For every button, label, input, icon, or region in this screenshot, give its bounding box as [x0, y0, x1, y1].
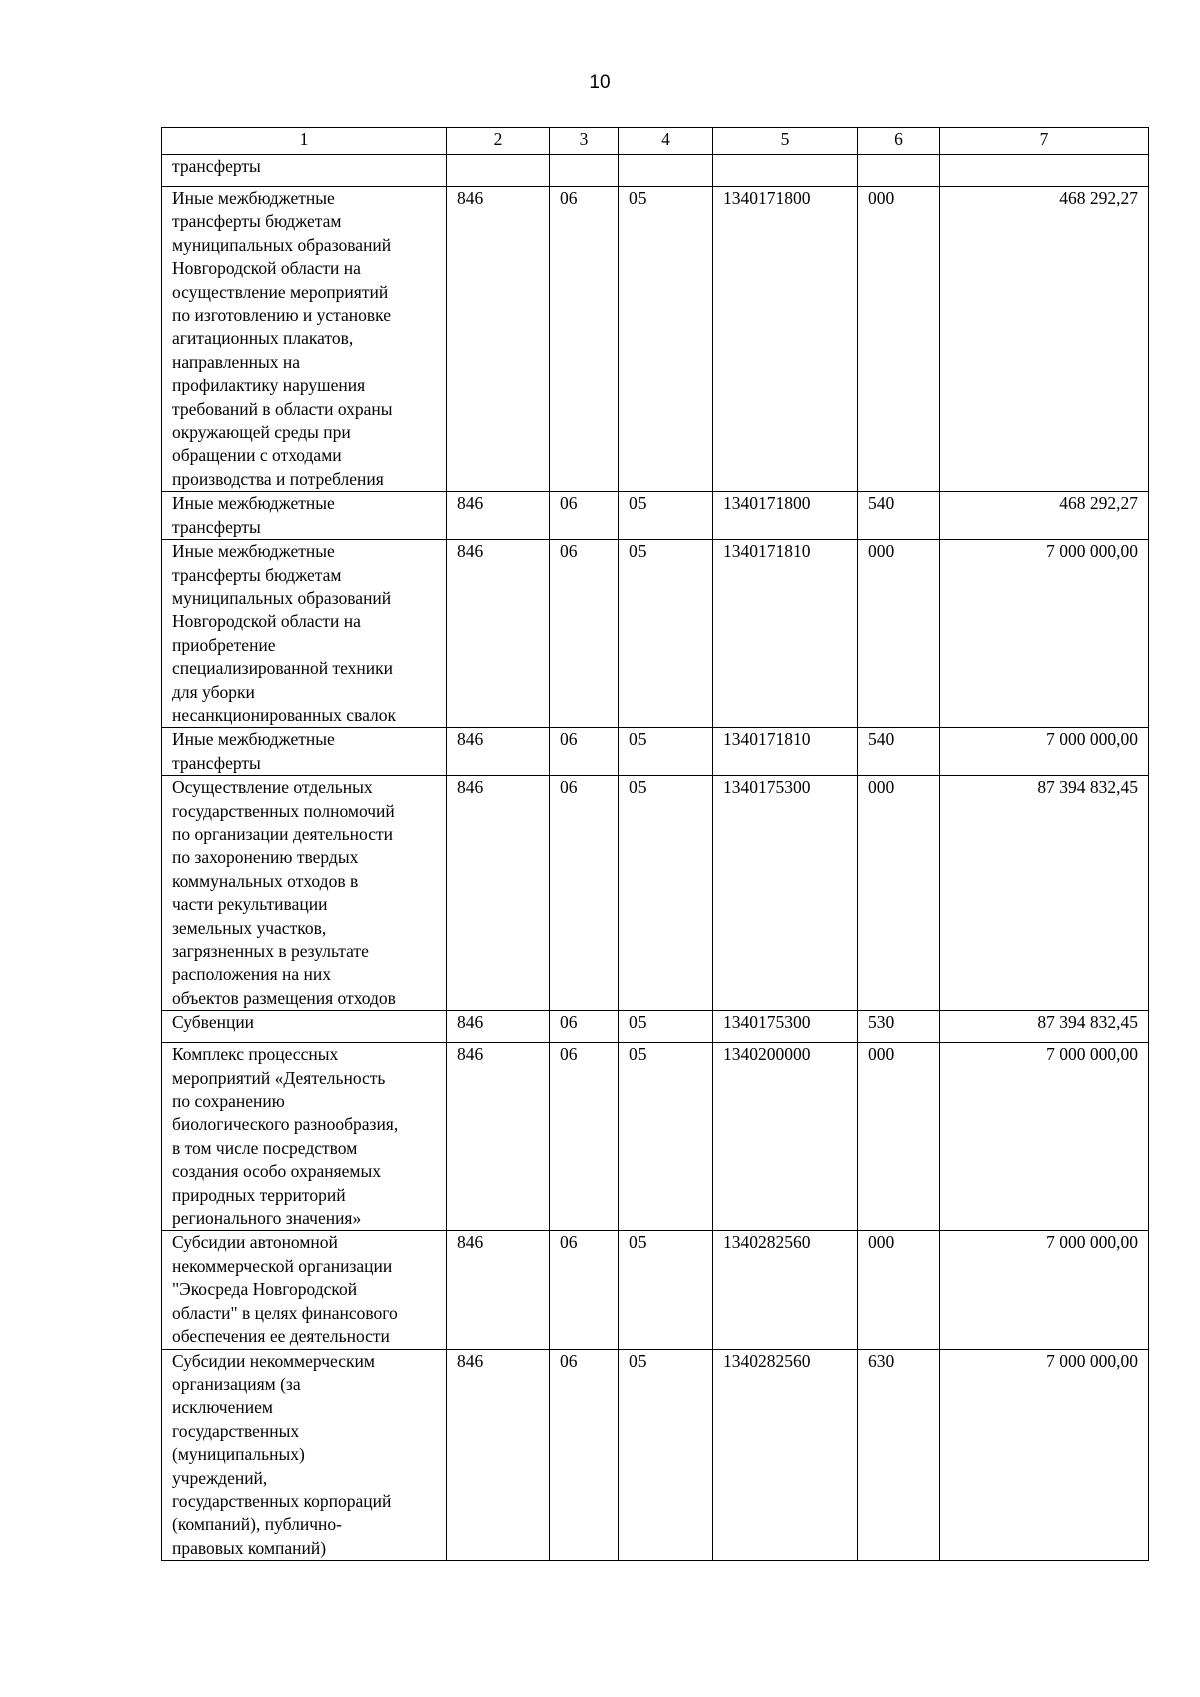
- budget-table: [161, 127, 1149, 1561]
- target-article-cell: 1340171800: [713, 187, 858, 492]
- column-header-2: 2: [447, 128, 550, 155]
- expense-type-cell: 000: [858, 776, 940, 1011]
- expense-type-cell: 540: [858, 492, 940, 540]
- row-name-cell: Осуществление отдельных государственных полномочий по организации деятельности по захоронению твердых коммунальных отходов в части рекультивации земельных участков, загрязненных в результате расположения на них объектов размещения отходов: [162, 776, 447, 1011]
- section-cell: 06: [550, 492, 619, 540]
- expense-type-cell: 530: [858, 1011, 940, 1043]
- target-article-cell: 1340175300: [713, 776, 858, 1011]
- amount-cell: 468 292,27: [940, 187, 1149, 492]
- table-row: [162, 1349, 1149, 1561]
- expense-type-cell: 000: [858, 1043, 940, 1231]
- subsection-cell: [619, 155, 713, 187]
- expense-type-cell: 000: [858, 187, 940, 492]
- admin-code-cell: 846: [447, 492, 550, 540]
- header-row: [162, 128, 1149, 155]
- table-row: [162, 187, 1149, 492]
- admin-code-cell: 846: [447, 776, 550, 1011]
- expense-type-cell: 000: [858, 540, 940, 728]
- admin-code-cell: 846: [447, 1349, 550, 1561]
- row-name-cell: Иные межбюджетные трансферты бюджетам муниципальных образований Новгородской области на приобретение специализированной техники для уборки несанкционированных свалок: [162, 540, 447, 728]
- column-header-6: 6: [858, 128, 940, 155]
- section-cell: 06: [550, 728, 619, 776]
- target-article-cell: 1340282560: [713, 1349, 858, 1561]
- column-header-5: 5: [713, 128, 858, 155]
- subsection-cell: 05: [619, 1043, 713, 1231]
- table-row: [162, 155, 1149, 187]
- target-article-cell: 1340171810: [713, 540, 858, 728]
- expense-type-cell: [858, 155, 940, 187]
- table-body: [162, 155, 1149, 1561]
- table-row: [162, 1231, 1149, 1349]
- subsection-cell: 05: [619, 728, 713, 776]
- table-row: [162, 1043, 1149, 1231]
- table-row: [162, 1011, 1149, 1043]
- amount-cell: 7 000 000,00: [940, 1349, 1149, 1561]
- section-cell: [550, 155, 619, 187]
- target-article-cell: 1340171810: [713, 728, 858, 776]
- row-name-cell: Комплекс процессных мероприятий «Деятельность по сохранению биологического разнообразия, в том числе посредством создания особо охраняемых природных территорий регионального значения»: [162, 1043, 447, 1231]
- column-header-4: 4: [619, 128, 713, 155]
- amount-cell: 468 292,27: [940, 492, 1149, 540]
- admin-code-cell: 846: [447, 1011, 550, 1043]
- table-header: [162, 128, 1149, 155]
- amount-cell: [940, 155, 1149, 187]
- admin-code-cell: [447, 155, 550, 187]
- column-header-7: 7: [940, 128, 1149, 155]
- target-article-cell: 1340282560: [713, 1231, 858, 1349]
- subsection-cell: 05: [619, 540, 713, 728]
- amount-cell: 87 394 832,45: [940, 776, 1149, 1011]
- row-name-cell: Иные межбюджетные трансферты: [162, 728, 447, 776]
- subsection-cell: 05: [619, 1349, 713, 1561]
- amount-cell: 7 000 000,00: [940, 1043, 1149, 1231]
- admin-code-cell: 846: [447, 728, 550, 776]
- admin-code-cell: 846: [447, 1043, 550, 1231]
- section-cell: 06: [550, 540, 619, 728]
- page-number: 10: [589, 72, 611, 93]
- section-cell: 06: [550, 776, 619, 1011]
- section-cell: 06: [550, 1011, 619, 1043]
- column-header-3: 3: [550, 128, 619, 155]
- section-cell: 06: [550, 1043, 619, 1231]
- subsection-cell: 05: [619, 187, 713, 492]
- table-row: [162, 492, 1149, 540]
- target-article-cell: [713, 155, 858, 187]
- section-cell: 06: [550, 1349, 619, 1561]
- amount-cell: 7 000 000,00: [940, 728, 1149, 776]
- row-name-cell: Субвенции: [162, 1011, 447, 1043]
- subsection-cell: 05: [619, 776, 713, 1011]
- column-header-1: 1: [162, 128, 447, 155]
- row-name-cell: Иные межбюджетные трансферты: [162, 492, 447, 540]
- table-row: [162, 776, 1149, 1011]
- amount-cell: 7 000 000,00: [940, 540, 1149, 728]
- row-name-cell: трансферты: [162, 155, 447, 187]
- table-row: [162, 728, 1149, 776]
- row-name-cell: Субсидии автономной некоммерческой организации "Экосреда Новгородской области" в целях финансового обеспечения ее деятельности: [162, 1231, 447, 1349]
- subsection-cell: 05: [619, 1231, 713, 1349]
- target-article-cell: 1340200000: [713, 1043, 858, 1231]
- section-cell: 06: [550, 187, 619, 492]
- expense-type-cell: 630: [858, 1349, 940, 1561]
- target-article-cell: 1340171800: [713, 492, 858, 540]
- expense-type-cell: 000: [858, 1231, 940, 1349]
- row-name-cell: Субсидии некоммерческим организациям (за исключением государственных (муниципальных) учреждений, государственных корпораций (компаний), публично- правовых компаний): [162, 1349, 447, 1561]
- amount-cell: 87 394 832,45: [940, 1011, 1149, 1043]
- admin-code-cell: 846: [447, 540, 550, 728]
- admin-code-cell: 846: [447, 1231, 550, 1349]
- subsection-cell: 05: [619, 492, 713, 540]
- table-row: [162, 540, 1149, 728]
- section-cell: 06: [550, 1231, 619, 1349]
- expense-type-cell: 540: [858, 728, 940, 776]
- target-article-cell: 1340175300: [713, 1011, 858, 1043]
- amount-cell: 7 000 000,00: [940, 1231, 1149, 1349]
- row-name-cell: Иные межбюджетные трансферты бюджетам муниципальных образований Новгородской области на осуществление мероприятий по изготовлению и установке агитационных плакатов, направленных на профилактику нарушения требований в области охраны окружающей среды при обращении с отходами производства и потребления: [162, 187, 447, 492]
- subsection-cell: 05: [619, 1011, 713, 1043]
- admin-code-cell: 846: [447, 187, 550, 492]
